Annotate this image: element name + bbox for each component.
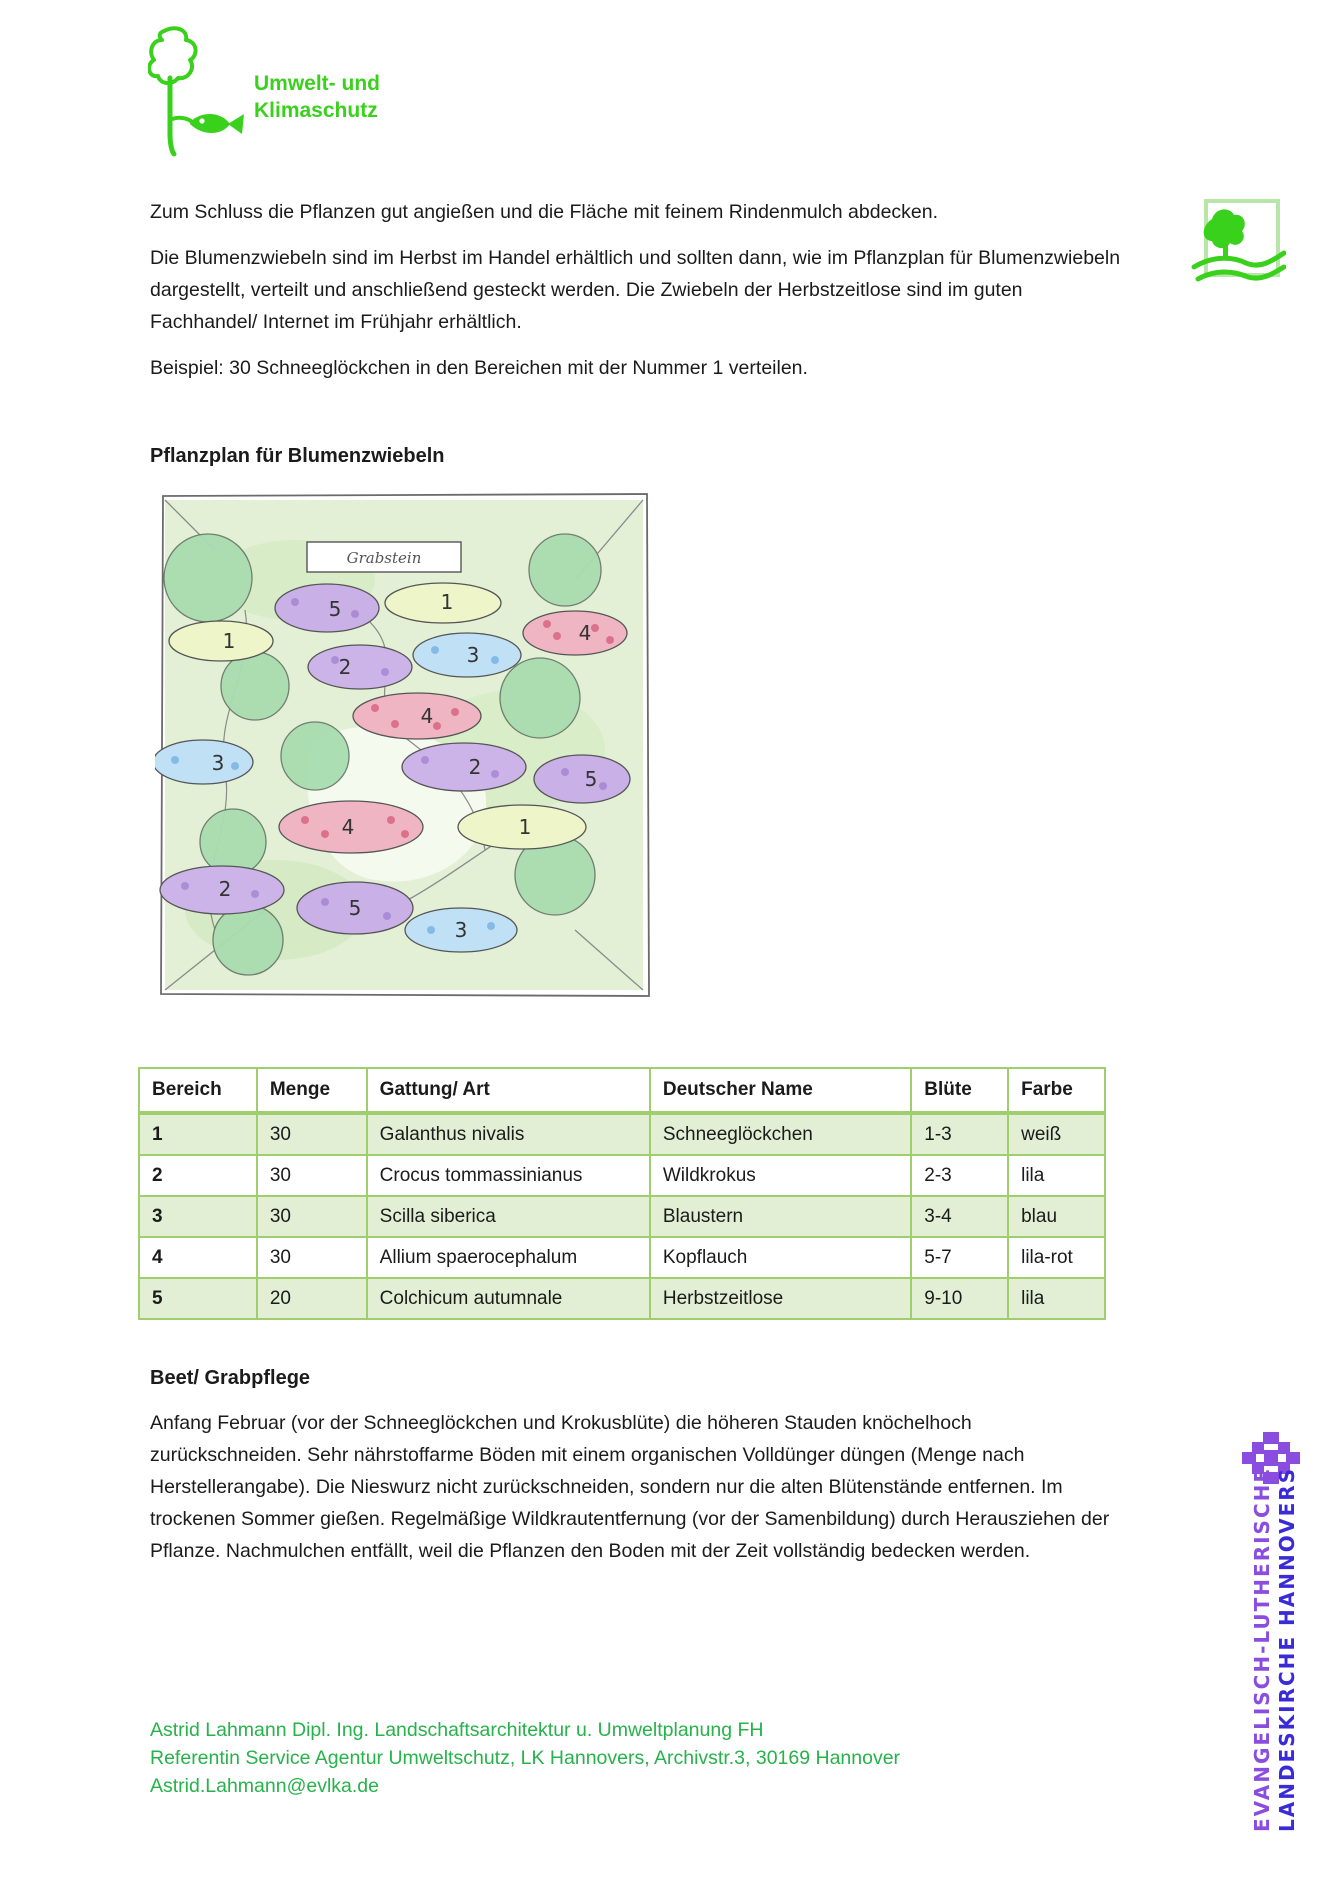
column-header: Menge xyxy=(257,1068,367,1113)
shrub xyxy=(200,809,266,875)
table-cell: Colchicum autumnale xyxy=(367,1278,650,1319)
shrub xyxy=(164,534,252,622)
table-cell: Herbstzeitlose xyxy=(650,1278,911,1319)
logo-line-1: Umwelt- und xyxy=(254,72,380,95)
table-cell: 30 xyxy=(257,1196,367,1237)
table-cell: Crocus tommassinianus xyxy=(367,1155,650,1196)
bulb-area-4 xyxy=(353,693,481,739)
area-number-label: 1 xyxy=(518,815,532,839)
table-cell: lila-rot xyxy=(1008,1237,1105,1278)
bulb-area-2 xyxy=(402,743,526,791)
table-cell: 2-3 xyxy=(911,1155,1008,1196)
area-number-label: 3 xyxy=(454,918,468,942)
table-cell: 5-7 xyxy=(911,1237,1008,1278)
table-cell: Blaustern xyxy=(650,1196,911,1237)
table-cell: Kopflauch xyxy=(650,1237,911,1278)
area-number-label: 3 xyxy=(466,643,480,667)
logo-wordmark xyxy=(254,70,380,124)
table-row xyxy=(139,1155,1105,1196)
table-cell: blau xyxy=(1008,1196,1105,1237)
area-number-label: 2 xyxy=(468,755,482,779)
area-number-label: 4 xyxy=(578,621,592,645)
table-cell: 1 xyxy=(139,1113,257,1155)
table-cell: Scilla siberica xyxy=(367,1196,650,1237)
footer-email: Astrid.Lahmann@evlka.de xyxy=(150,1775,380,1797)
table-cell: 5 xyxy=(139,1278,257,1319)
shrub xyxy=(213,905,283,975)
column-header: Deutscher Name xyxy=(650,1068,911,1113)
table-cell: 3 xyxy=(139,1196,257,1237)
table-cell: Schneeglöckchen xyxy=(650,1113,911,1155)
plant-table xyxy=(138,1067,1106,1320)
bulb-area-3 xyxy=(155,740,253,784)
side-emblem xyxy=(1190,197,1286,283)
footer-author: Astrid Lahmann Dipl. Ing. Landschaftsarchitektur u. Umweltplanung FH xyxy=(150,1719,764,1741)
plan-title: Pflanzplan für Blumenzwiebeln xyxy=(150,445,445,467)
tree-landscape-emblem-icon xyxy=(1190,197,1286,283)
area-number-label: 2 xyxy=(218,877,232,901)
church-name-line-2: LANDESKIRCHE HANNOVERS xyxy=(1275,1466,1299,1832)
table-cell: Galanthus nivalis xyxy=(367,1113,650,1155)
column-header: Blüte xyxy=(911,1068,1008,1113)
column-header: Farbe xyxy=(1008,1068,1105,1113)
church-name-line-1: EVANGELISCH-LUTHERISCHE xyxy=(1250,1466,1274,1832)
table-cell: 30 xyxy=(257,1113,367,1155)
bulb-area-1 xyxy=(169,621,273,661)
table-cell: 30 xyxy=(257,1155,367,1196)
table-cell: 2 xyxy=(139,1155,257,1196)
table-row xyxy=(139,1278,1105,1319)
bulb-area-2 xyxy=(308,645,412,689)
table-cell: Wildkrokus xyxy=(650,1155,911,1196)
shrub xyxy=(529,534,601,606)
area-number-label: 4 xyxy=(420,704,434,728)
table-cell: Allium spaerocephalum xyxy=(367,1237,650,1278)
table-row xyxy=(139,1113,1105,1155)
bulb-area-5 xyxy=(275,584,379,632)
footer-role-address: Referentin Service Agentur Umweltschutz, LK Hannovers, Archivstr.3, 30169 Hannover xyxy=(150,1747,901,1769)
table-cell: 9-10 xyxy=(911,1278,1008,1319)
intro-paragraph-3: Beispiel: 30 Schneeglöckchen in den Bereichen mit der Nummer 1 verteilen. xyxy=(150,357,808,379)
table-cell: 30 xyxy=(257,1237,367,1278)
shrub xyxy=(221,652,289,720)
table-row xyxy=(139,1237,1105,1278)
area-number-label: 3 xyxy=(211,751,225,775)
care-title: Beet/ Grabpflege xyxy=(150,1367,311,1389)
grave-stone-label: Grabstein xyxy=(346,549,422,567)
footer-contact xyxy=(150,1716,900,1800)
intro-paragraph-1: Zum Schluss die Pflanzen gut angießen und die Fläche mit feinem Rindenmulch abdecken. xyxy=(150,201,939,223)
table-cell: 20 xyxy=(257,1278,367,1319)
logo-line-2: Klimaschutz xyxy=(254,99,378,122)
area-number-label: 5 xyxy=(328,597,342,621)
table-cell: 3-4 xyxy=(911,1196,1008,1237)
tree-fish-logo-icon xyxy=(148,24,248,158)
intro-text xyxy=(150,196,1130,398)
column-header: Bereich xyxy=(139,1068,257,1113)
area-number-label: 1 xyxy=(222,629,236,653)
bulb-area-5 xyxy=(534,755,630,803)
planting-plan-illustration xyxy=(155,490,655,1000)
area-number-label: 1 xyxy=(440,590,454,614)
bulb-area-4 xyxy=(523,611,627,655)
shrub xyxy=(281,722,349,790)
care-text: Anfang Februar (vor der Schneeglöckchen und Krokusblüte) die höheren Stauden knöchelhoch zurückschneiden. Sehr nährstoffarme Böden mit einem organischen Volldünger düngen (Menge nach Herstellerangabe). Die Nieswurz nicht zurückschneiden, sondern nur die alten Blütenstände entfernen. Im trockenen Sommer gießen. Regelmäßige Wildkrautentfernung (vor der Samenbildung) durch Herausziehen der Pflanze. Nachmulchen entfällt, weil die Pflanzen den Boden mit der Zeit vollständig bedecken werden. xyxy=(150,1412,1110,1562)
table-cell: 1-3 xyxy=(911,1113,1008,1155)
table-cell: weiß xyxy=(1008,1113,1105,1155)
column-header: Gattung/ Art xyxy=(367,1068,650,1113)
table-header-row xyxy=(139,1068,1105,1113)
area-number-label: 5 xyxy=(584,767,598,791)
table-row xyxy=(139,1196,1105,1237)
table-cell: 4 xyxy=(139,1237,257,1278)
area-number-label: 5 xyxy=(348,896,362,920)
intro-paragraph-2: Die Blumenzwiebeln sind im Herbst im Handel erhältlich und sollten dann, wie im Pflanzplan für Blumenzwiebeln dargestellt, verteilt und anschließend gesteckt werden. Die Zwiebeln der Herbstzeitlose sind im guten Fachhandel/ Internet im Frühjahr erhältlich. xyxy=(150,247,1121,333)
church-name xyxy=(1250,1467,1300,1832)
shrub xyxy=(500,658,580,738)
table-cell: lila xyxy=(1008,1155,1105,1196)
area-number-label: 4 xyxy=(341,815,355,839)
table-cell: lila xyxy=(1008,1278,1105,1319)
area-number-label: 2 xyxy=(338,655,352,679)
